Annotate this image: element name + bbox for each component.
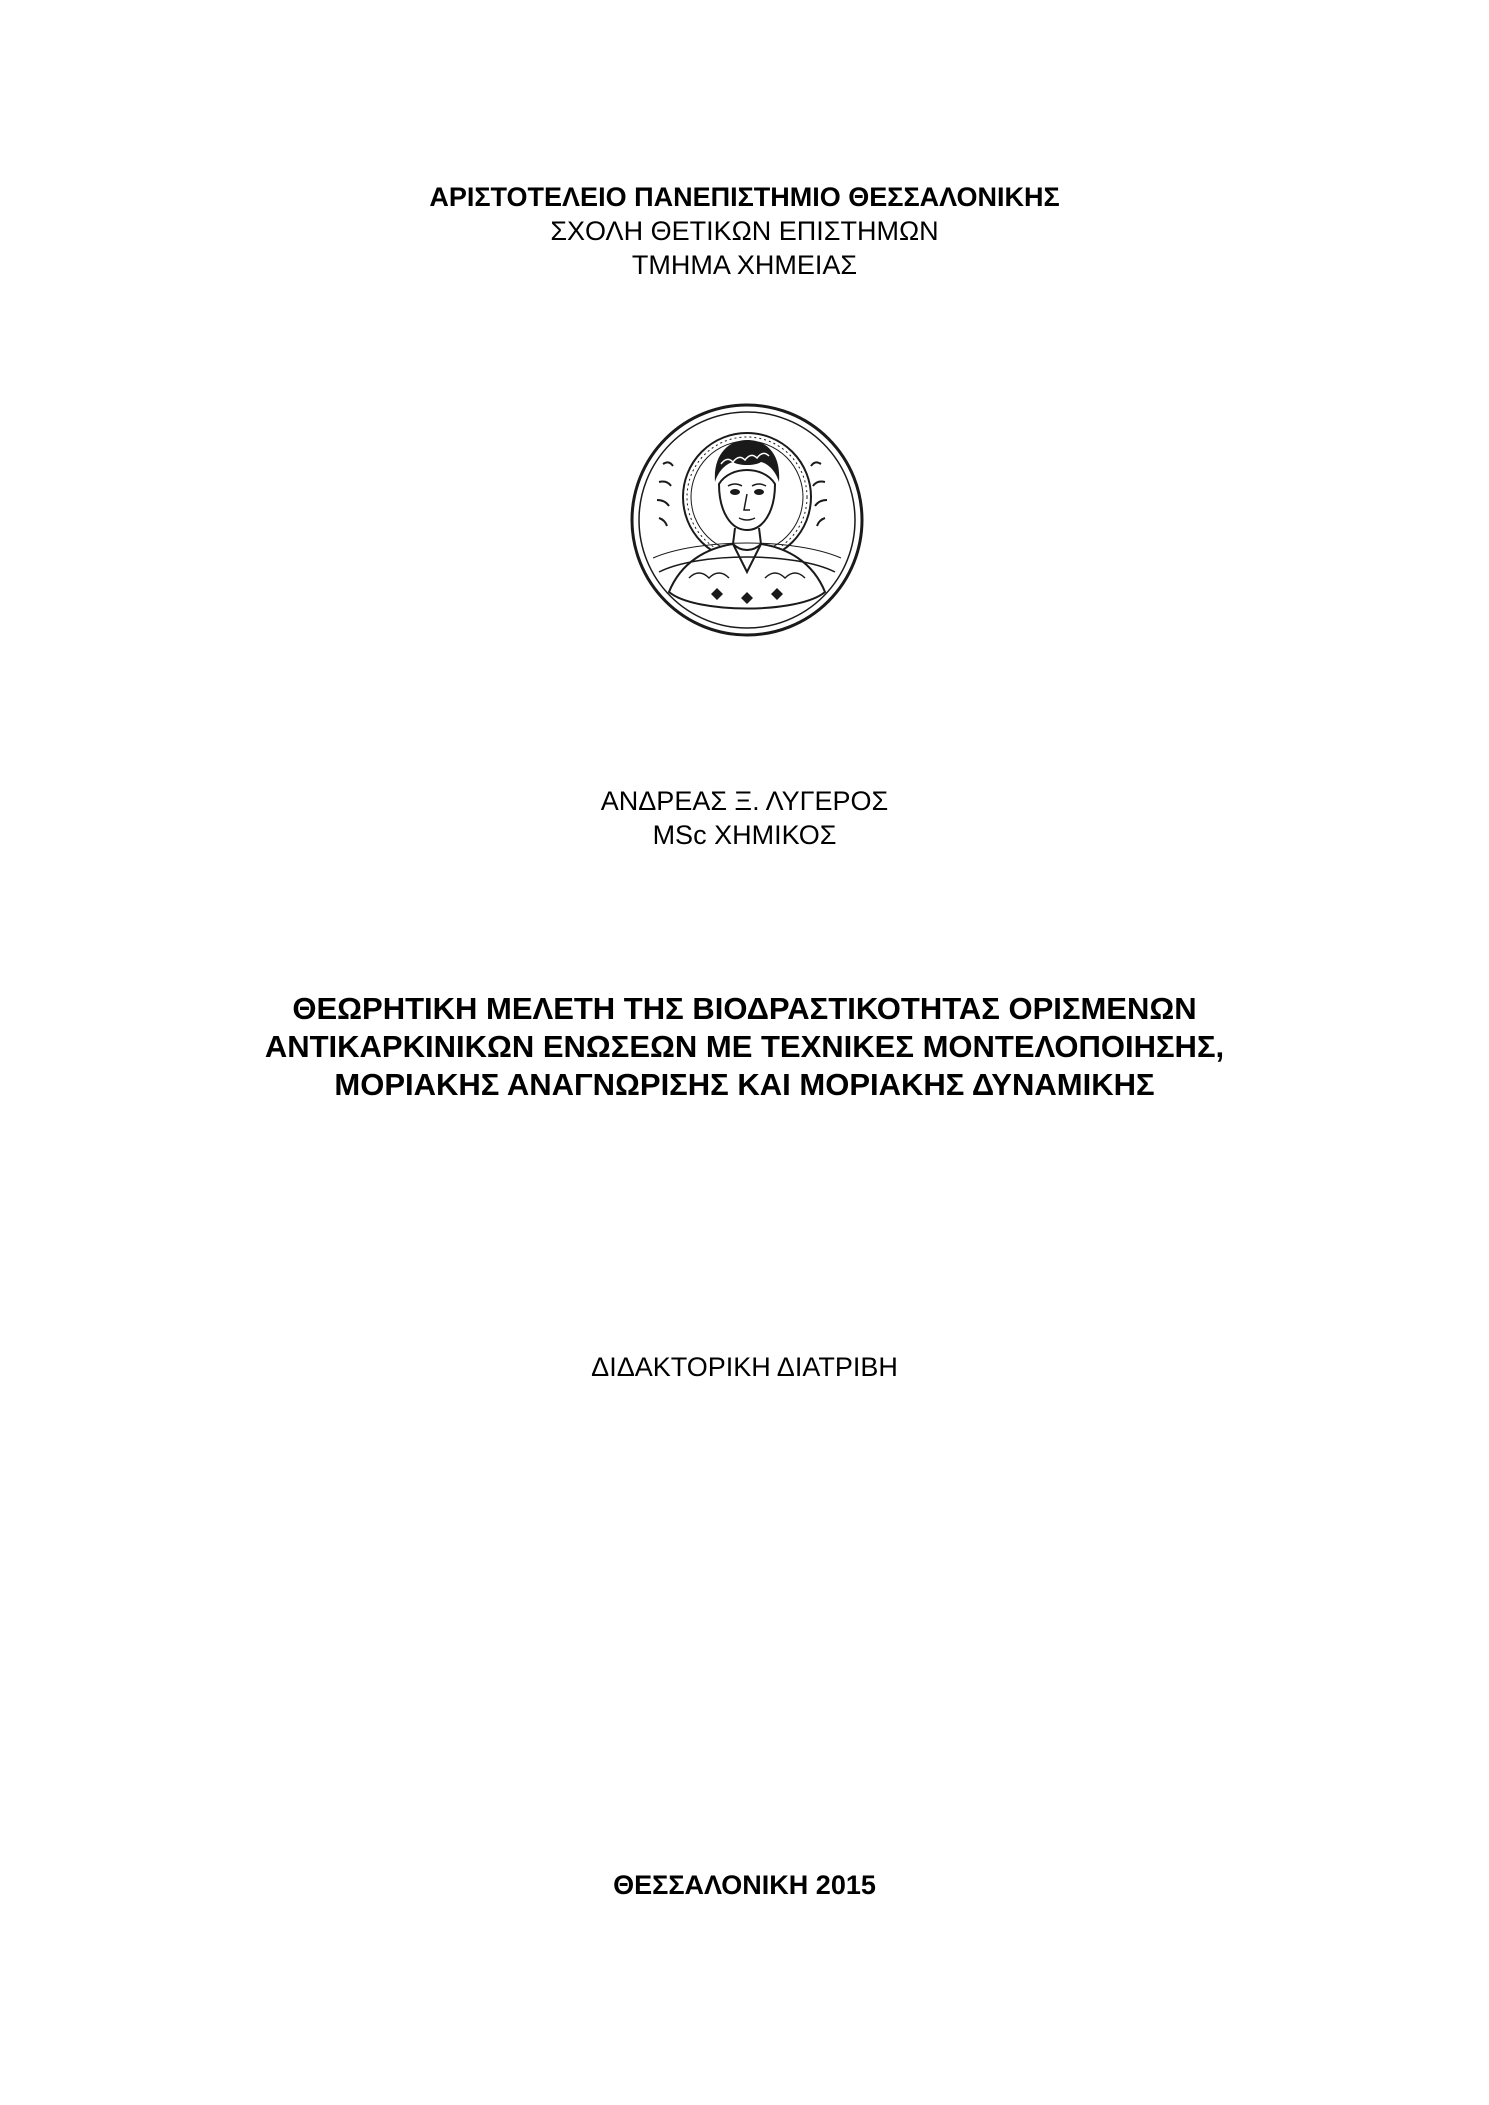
author-block [0, 784, 1489, 852]
school-name: ΣΧΟΛΗ ΘΕΤΙΚΩΝ ΕΠΙΣΤΗΜΩΝ [550, 216, 939, 246]
thesis-title-line: ΑΝΤΙΚΑΡΚΙΝΙΚΩΝ ΕΝΩΣΕΩΝ ΜΕ ΤΕΧΝΙΚΕΣ ΜΟΝΤΕΛΟΠΟΙΗΣΗΣ, [264, 1029, 1225, 1064]
thesis-title-line: ΘΕΩΡΗΤΙΚΗ ΜΕΛΕΤΗ ΤΗΣ ΒΙΟΔΡΑΣΤΙΚΟΤΗΤΑΣ ΟΡΙΣΜΕΝΩΝ [292, 991, 1197, 1026]
thesis-title-line: ΜΟΡΙΑΚΗΣ ΑΝΑΓΝΩΡΙΣΗΣ ΚΑΙ ΜΟΡΙΑΚΗΣ ΔΥΝΑΜΙΚΗΣ [334, 1067, 1155, 1102]
institution-header [0, 180, 1489, 282]
thesis-type: ΔΙΔΑΚΤΟΡΙΚΗ ΔΙΑΤΡΙΒΗ [591, 1352, 898, 1382]
author-name: ΑΝΔΡΕΑΣ Ξ. ΛΥΓΕΡΟΣ [600, 786, 889, 816]
thesis-title [0, 990, 1489, 1104]
university-name: ΑΡΙΣΤΟΤΕΛΕΙΟ ΠΑΝΕΠΙΣΤΗΜΙΟ ΘΕΣΣΑΛΟΝΙΚΗΣ [429, 182, 1060, 212]
author-degree: MSc ΧΗΜΙΚΟΣ [652, 820, 837, 850]
university-seal-icon [629, 402, 865, 638]
department-name: ΤΜΗΜΑ ΧΗΜΕΙΑΣ [631, 250, 858, 280]
place-and-year: ΘΕΣΣΑΛΟΝΙΚΗ 2015 [613, 1870, 876, 1900]
